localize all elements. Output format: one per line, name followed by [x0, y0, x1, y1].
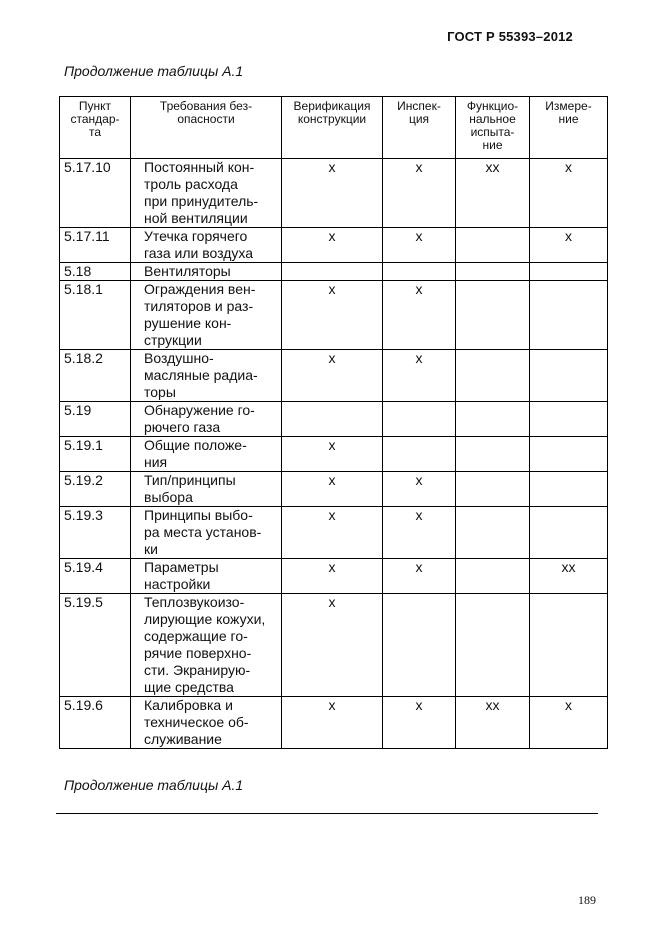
table-header-row — [60, 97, 608, 159]
design-verification-mark: x — [282, 437, 383, 472]
functional-test-mark — [456, 281, 530, 350]
clause-number: 5.18.1 — [60, 281, 131, 350]
measurement-mark — [530, 402, 608, 437]
requirements-table — [59, 96, 608, 749]
measurement-mark — [530, 507, 608, 559]
clause-number: 5.19 — [60, 402, 131, 437]
requirement-text: Общие положе- ния — [131, 437, 282, 472]
requirement-text: Постоянный кон- троль расхода при принудитель- ной вентиляции — [131, 159, 282, 228]
header-functional-test: Функцио- нальное испыта- ние — [456, 97, 530, 159]
clause-number: 5.19.3 — [60, 507, 131, 559]
requirement-text: Тип/принципы выбора — [131, 472, 282, 507]
footer-rule — [56, 813, 598, 814]
requirement-text: Обнаружение го- рючего газа — [131, 402, 282, 437]
clause-number: 5.19.1 — [60, 437, 131, 472]
requirement-text: Теплозвукоизо- лирующие кожухи, содержащие го- рячие поверхно- сти. Экранирую- щие средства — [131, 594, 282, 697]
inspection-mark: x — [383, 159, 456, 228]
requirement-text: Принципы выбо- ра места установ- ки — [131, 507, 282, 559]
inspection-mark: x — [383, 350, 456, 402]
table-row — [60, 507, 608, 559]
clause-number: 5.19.5 — [60, 594, 131, 697]
table-row — [60, 559, 608, 594]
measurement-mark: x — [530, 697, 608, 749]
design-verification-mark: x — [282, 228, 383, 263]
header-requirements: Требования без- опасности — [131, 97, 282, 159]
requirement-text: Воздушно- масляные радиа- торы — [131, 350, 282, 402]
requirement-text: Параметры настройки — [131, 559, 282, 594]
table-row — [60, 594, 608, 697]
design-verification-mark: x — [282, 594, 383, 697]
clause-number: 5.17.10 — [60, 159, 131, 228]
functional-test-mark — [456, 263, 530, 281]
functional-test-mark — [456, 228, 530, 263]
table-row — [60, 697, 608, 749]
clause-number: 5.19.2 — [60, 472, 131, 507]
header-design-verification: Верификация конструкции — [282, 97, 383, 159]
table-row — [60, 281, 608, 350]
clause-number: 5.17.11 — [60, 228, 131, 263]
measurement-mark: x — [530, 159, 608, 228]
measurement-mark: x — [530, 228, 608, 263]
inspection-mark — [383, 594, 456, 697]
design-verification-mark: x — [282, 350, 383, 402]
header-clause: Пункт стандар- та — [60, 97, 131, 159]
requirement-text: Вентиляторы — [131, 263, 282, 281]
functional-test-mark — [456, 402, 530, 437]
table-row — [60, 472, 608, 507]
table-row — [60, 228, 608, 263]
requirement-text: Калибровка и техническое об- служивание — [131, 697, 282, 749]
functional-test-mark — [456, 437, 530, 472]
table-caption-bottom: Продолжение таблицы А.1 — [64, 777, 244, 793]
table-row — [60, 350, 608, 402]
measurement-mark — [530, 472, 608, 507]
table-row — [60, 437, 608, 472]
measurement-mark: xx — [530, 559, 608, 594]
inspection-mark — [383, 402, 456, 437]
measurement-mark — [530, 350, 608, 402]
design-verification-mark: x — [282, 559, 383, 594]
functional-test-mark: xx — [456, 697, 530, 749]
table-row — [60, 402, 608, 437]
functional-test-mark: xx — [456, 159, 530, 228]
functional-test-mark — [456, 507, 530, 559]
design-verification-mark — [282, 263, 383, 281]
table-row — [60, 159, 608, 228]
design-verification-mark: x — [282, 472, 383, 507]
document-code: ГОСТ Р 55393–2012 — [447, 29, 573, 44]
measurement-mark — [530, 594, 608, 697]
inspection-mark: x — [383, 228, 456, 263]
inspection-mark — [383, 437, 456, 472]
measurement-mark — [530, 437, 608, 472]
requirement-text: Утечка горячего газа или воздуха — [131, 228, 282, 263]
measurement-mark — [530, 263, 608, 281]
table-row — [60, 263, 608, 281]
functional-test-mark — [456, 559, 530, 594]
measurement-mark — [530, 281, 608, 350]
inspection-mark: x — [383, 472, 456, 507]
page-number: 189 — [578, 893, 596, 907]
functional-test-mark — [456, 472, 530, 507]
header-measurement: Измере- ние — [530, 97, 608, 159]
clause-number: 5.19.4 — [60, 559, 131, 594]
clause-number: 5.18.2 — [60, 350, 131, 402]
design-verification-mark: x — [282, 507, 383, 559]
inspection-mark: x — [383, 281, 456, 350]
design-verification-mark: x — [282, 697, 383, 749]
design-verification-mark: x — [282, 159, 383, 228]
clause-number: 5.19.6 — [60, 697, 131, 749]
inspection-mark: x — [383, 559, 456, 594]
functional-test-mark — [456, 350, 530, 402]
design-verification-mark: x — [282, 281, 383, 350]
inspection-mark: x — [383, 697, 456, 749]
design-verification-mark — [282, 402, 383, 437]
header-inspection: Инспек- ция — [383, 97, 456, 159]
functional-test-mark — [456, 594, 530, 697]
table-caption-top: Продолжение таблицы А.1 — [64, 63, 244, 79]
inspection-mark — [383, 263, 456, 281]
inspection-mark: x — [383, 507, 456, 559]
clause-number: 5.18 — [60, 263, 131, 281]
table-body — [60, 159, 608, 749]
requirement-text: Ограждения вен- тиляторов и раз- рушение кон- струкции — [131, 281, 282, 350]
